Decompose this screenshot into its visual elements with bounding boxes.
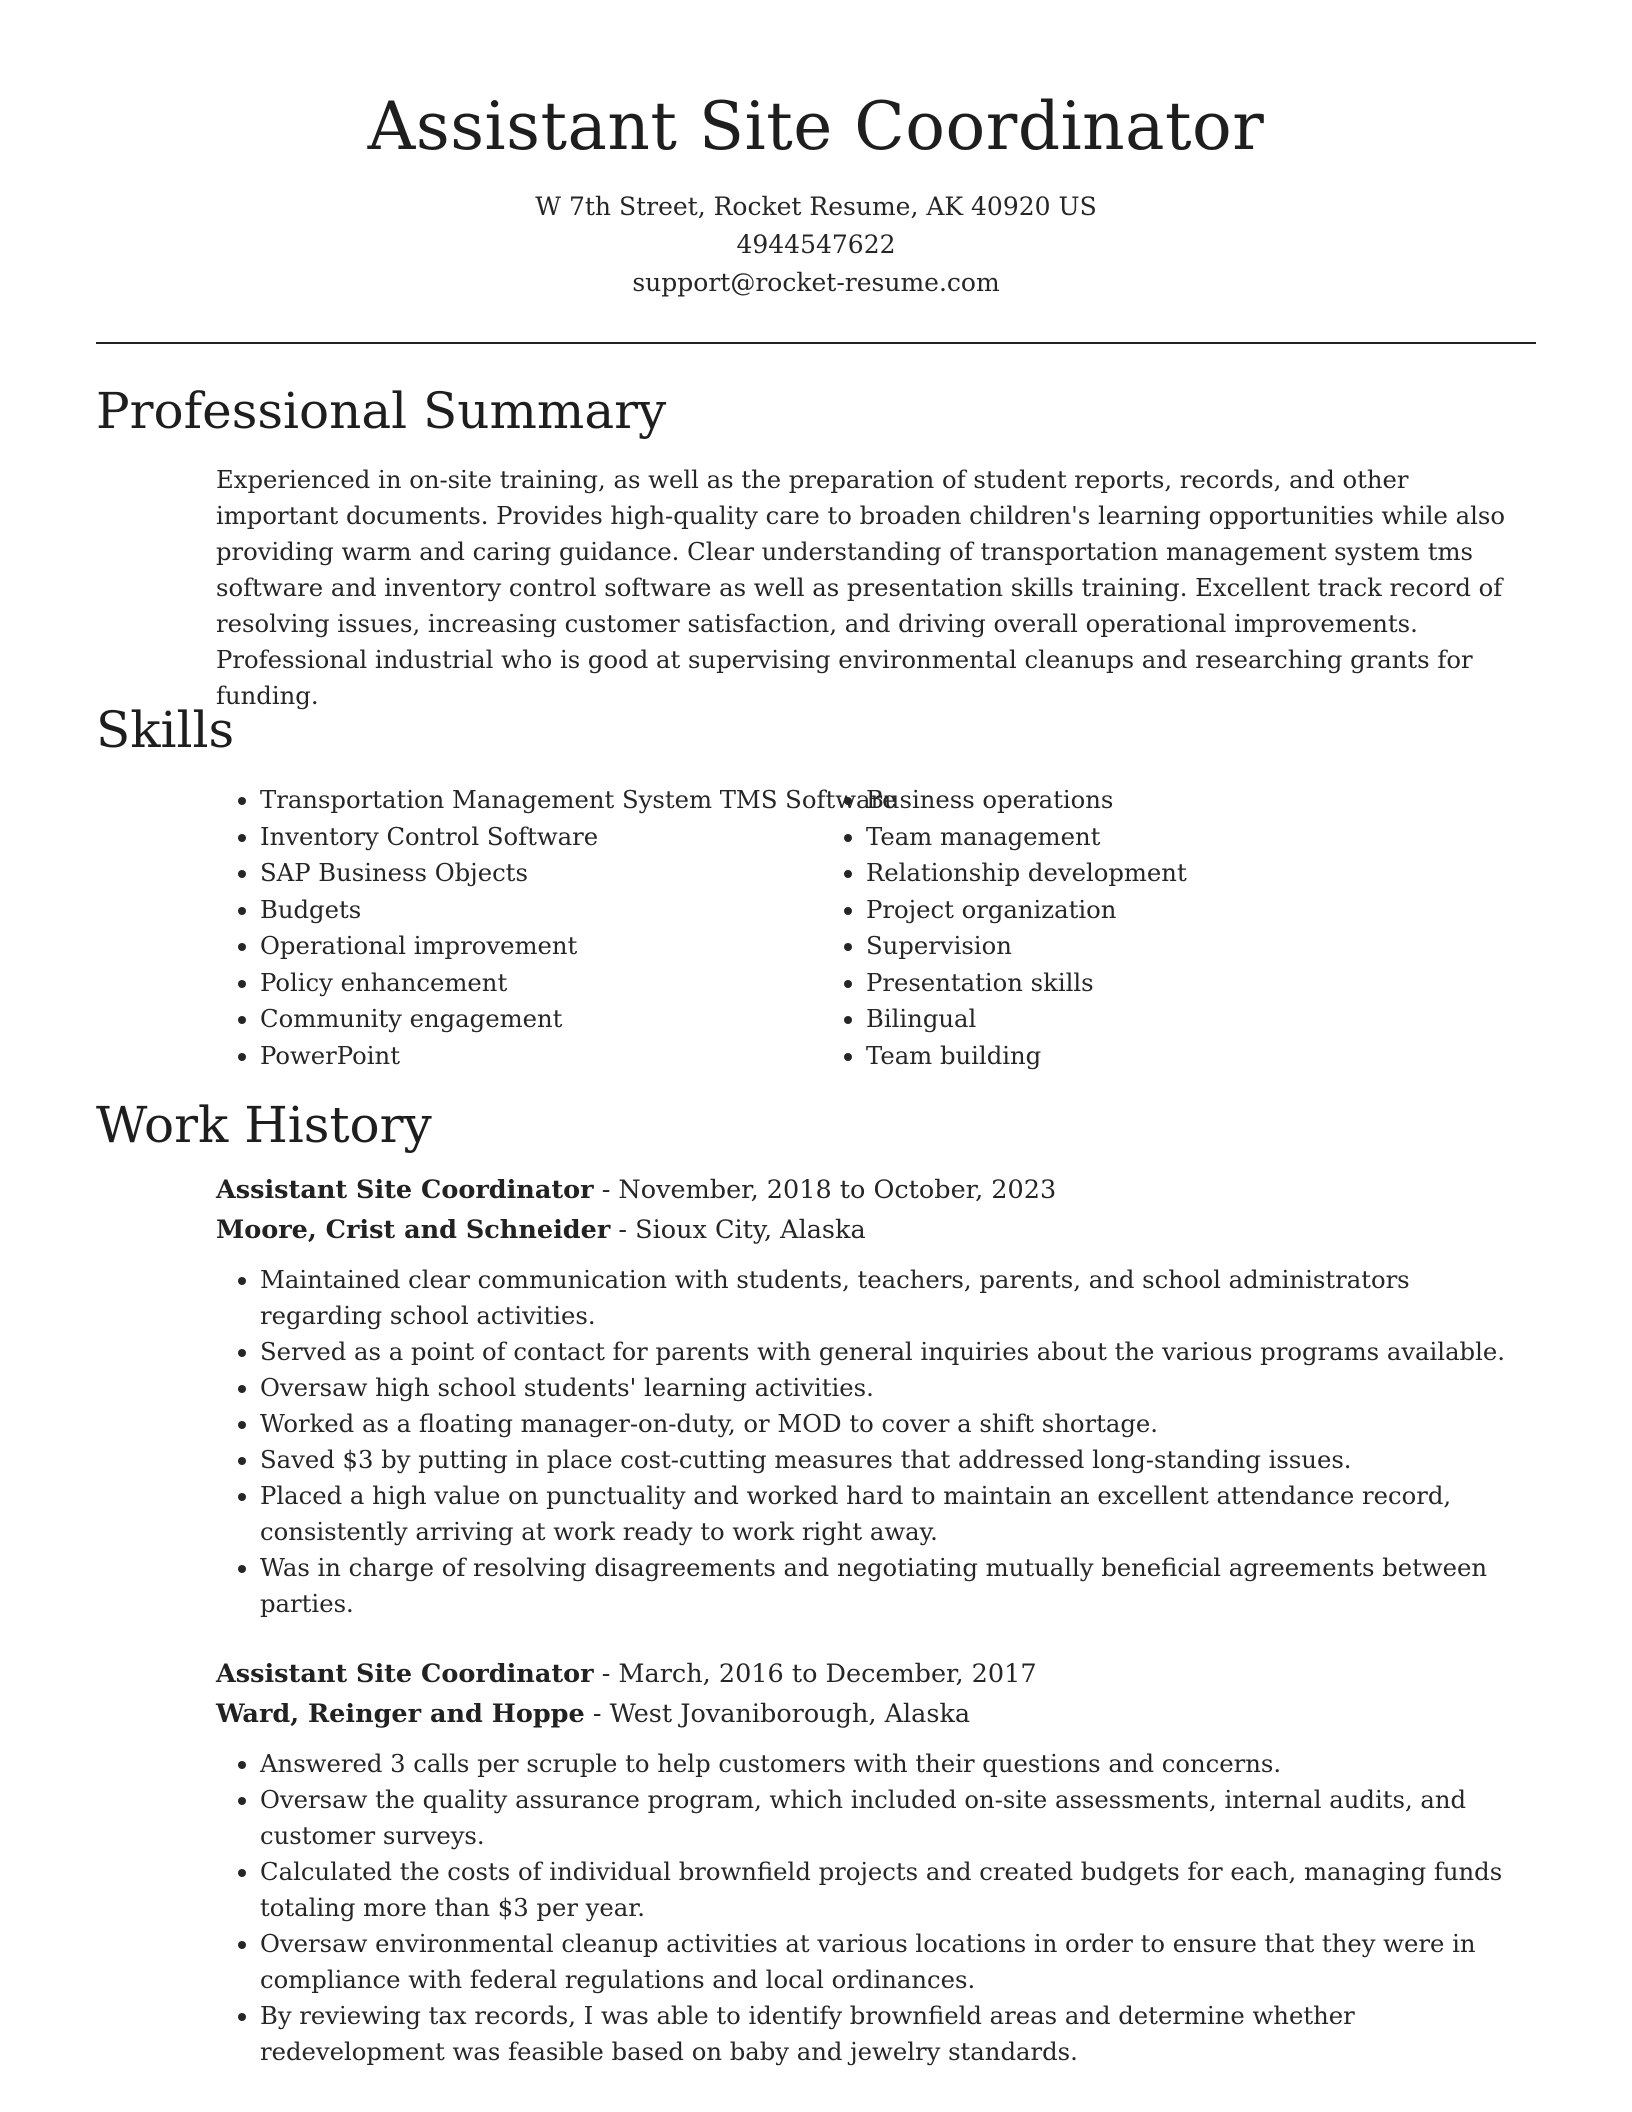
job-company-line [216,1694,1546,1734]
job-company-line [216,1210,1546,1250]
resume-header [0,0,1632,302]
job-company: Ward, Reinger and Hoppe [216,1699,585,1729]
skill-item: • Transportation Management System TMS Software [260,782,822,819]
separator: - [618,1215,636,1245]
job-bullet: • Maintained clear communication with students, teachers, parents, and school administrators regarding school activities. [260,1262,1546,1334]
header-divider [96,342,1536,344]
job-company: Moore, Crist and Schneider [216,1215,611,1245]
skill-item: • Project organization [866,892,1422,929]
job-location: Sioux City, Alaska [635,1215,866,1245]
job-title-line [216,1654,1546,1694]
job-dates: November, 2018 to October, 2023 [618,1175,1057,1205]
skill-item: • Policy enhancement [260,965,822,1002]
skill-item: • Operational improvement [260,928,822,965]
contact-address: W 7th Street, Rocket Resume, AK 40920 US [535,192,1097,221]
skills-column-2 [822,782,1422,1074]
contact-phone: 4944547622 [736,230,896,259]
job-bullets [216,1746,1546,2070]
job-bullet: • Saved $3 by putting in place cost-cutting measures that addressed long-standing issues. [260,1442,1546,1478]
skill-item: • Presentation skills [866,965,1422,1002]
job-bullet: • Oversaw high school students' learning activities. [260,1370,1546,1406]
skill-item: • Supervision [866,928,1422,965]
skill-item: • Community engagement [260,1001,822,1038]
separator: - [601,1659,619,1689]
contact-block [0,188,1632,302]
summary-heading: Professional Summary [96,382,667,440]
resume-name: Assistant Site Coordinator [367,88,1265,165]
skills-column-1 [216,782,897,1074]
skill-item: • Inventory Control Software [260,819,822,856]
skill-item: • Team management [866,819,1422,856]
job-bullet: • Answered 3 calls per scruple to help customers with their questions and concerns. [260,1746,1546,1782]
job-title-line [216,1170,1546,1210]
job-role: Assistant Site Coordinator [216,1659,594,1689]
job-bullet: • Oversaw the quality assurance program, which included on-site assessments, internal audits, and customer surveys. [260,1782,1546,1854]
skill-item: • Budgets [260,892,822,929]
summary-text: Experienced in on-site training, as well as the preparation of student reports, records, and other important documents. Provides high-quality care to broaden children's learning opportunities while also providing warm and caring guidance. Clear understanding of transportation management system tms software and inventory control software as well as presentation skills training. Excellent track record of resolving issues, increasing customer satisfaction, and driving overall operational improvements. Professional industrial who is good at supervising environmental cleanups and researching grants for funding. [216,465,1505,710]
job-entry [216,1170,1546,1622]
skill-item: • PowerPoint [260,1038,822,1075]
contact-email: support@rocket-resume.com [632,268,1000,297]
skill-item: • Relationship development [866,855,1422,892]
job-bullet: • Oversaw environmental cleanup activities at various locations in order to ensure that they were in compliance with federal regulations and local ordinances. [260,1926,1546,1998]
job-bullet: • Served as a point of contact for parents with general inquiries about the various programs available. [260,1334,1546,1370]
job-bullet: • By reviewing tax records, I was able to identify brownfield areas and determine whether redevelopment was feasible based on baby and jewelry standards. [260,1998,1546,2070]
job-dates: March, 2016 to December, 2017 [618,1659,1037,1689]
job-location: West Jovaniborough, Alaska [609,1699,971,1729]
job-role: Assistant Site Coordinator [216,1175,594,1205]
separator: - [592,1699,610,1729]
skill-item: • Team building [866,1038,1422,1075]
separator: - [601,1175,619,1205]
job-entry [216,1654,1546,2070]
skill-item: • Business operations [866,782,1422,819]
work-history-heading: Work History [96,1096,432,1154]
job-bullets [216,1262,1546,1622]
skills-list [216,782,1536,1074]
job-bullet: • Was in charge of resolving disagreements and negotiating mutually beneficial agreements between parties. [260,1550,1546,1622]
job-bullet: • Placed a high value on punctuality and worked hard to maintain an excellent attendance record, consistently arriving at work ready to work right away. [260,1478,1546,1550]
job-bullet: • Calculated the costs of individual brownfield projects and created budgets for each, managing funds totaling more than $3 per year. [260,1854,1546,1926]
skills-heading: Skills [96,701,235,759]
skill-item: • SAP Business Objects [260,855,822,892]
job-bullet: • Worked as a floating manager-on-duty, or MOD to cover a shift shortage. [260,1406,1546,1442]
skill-item: • Bilingual [866,1001,1422,1038]
